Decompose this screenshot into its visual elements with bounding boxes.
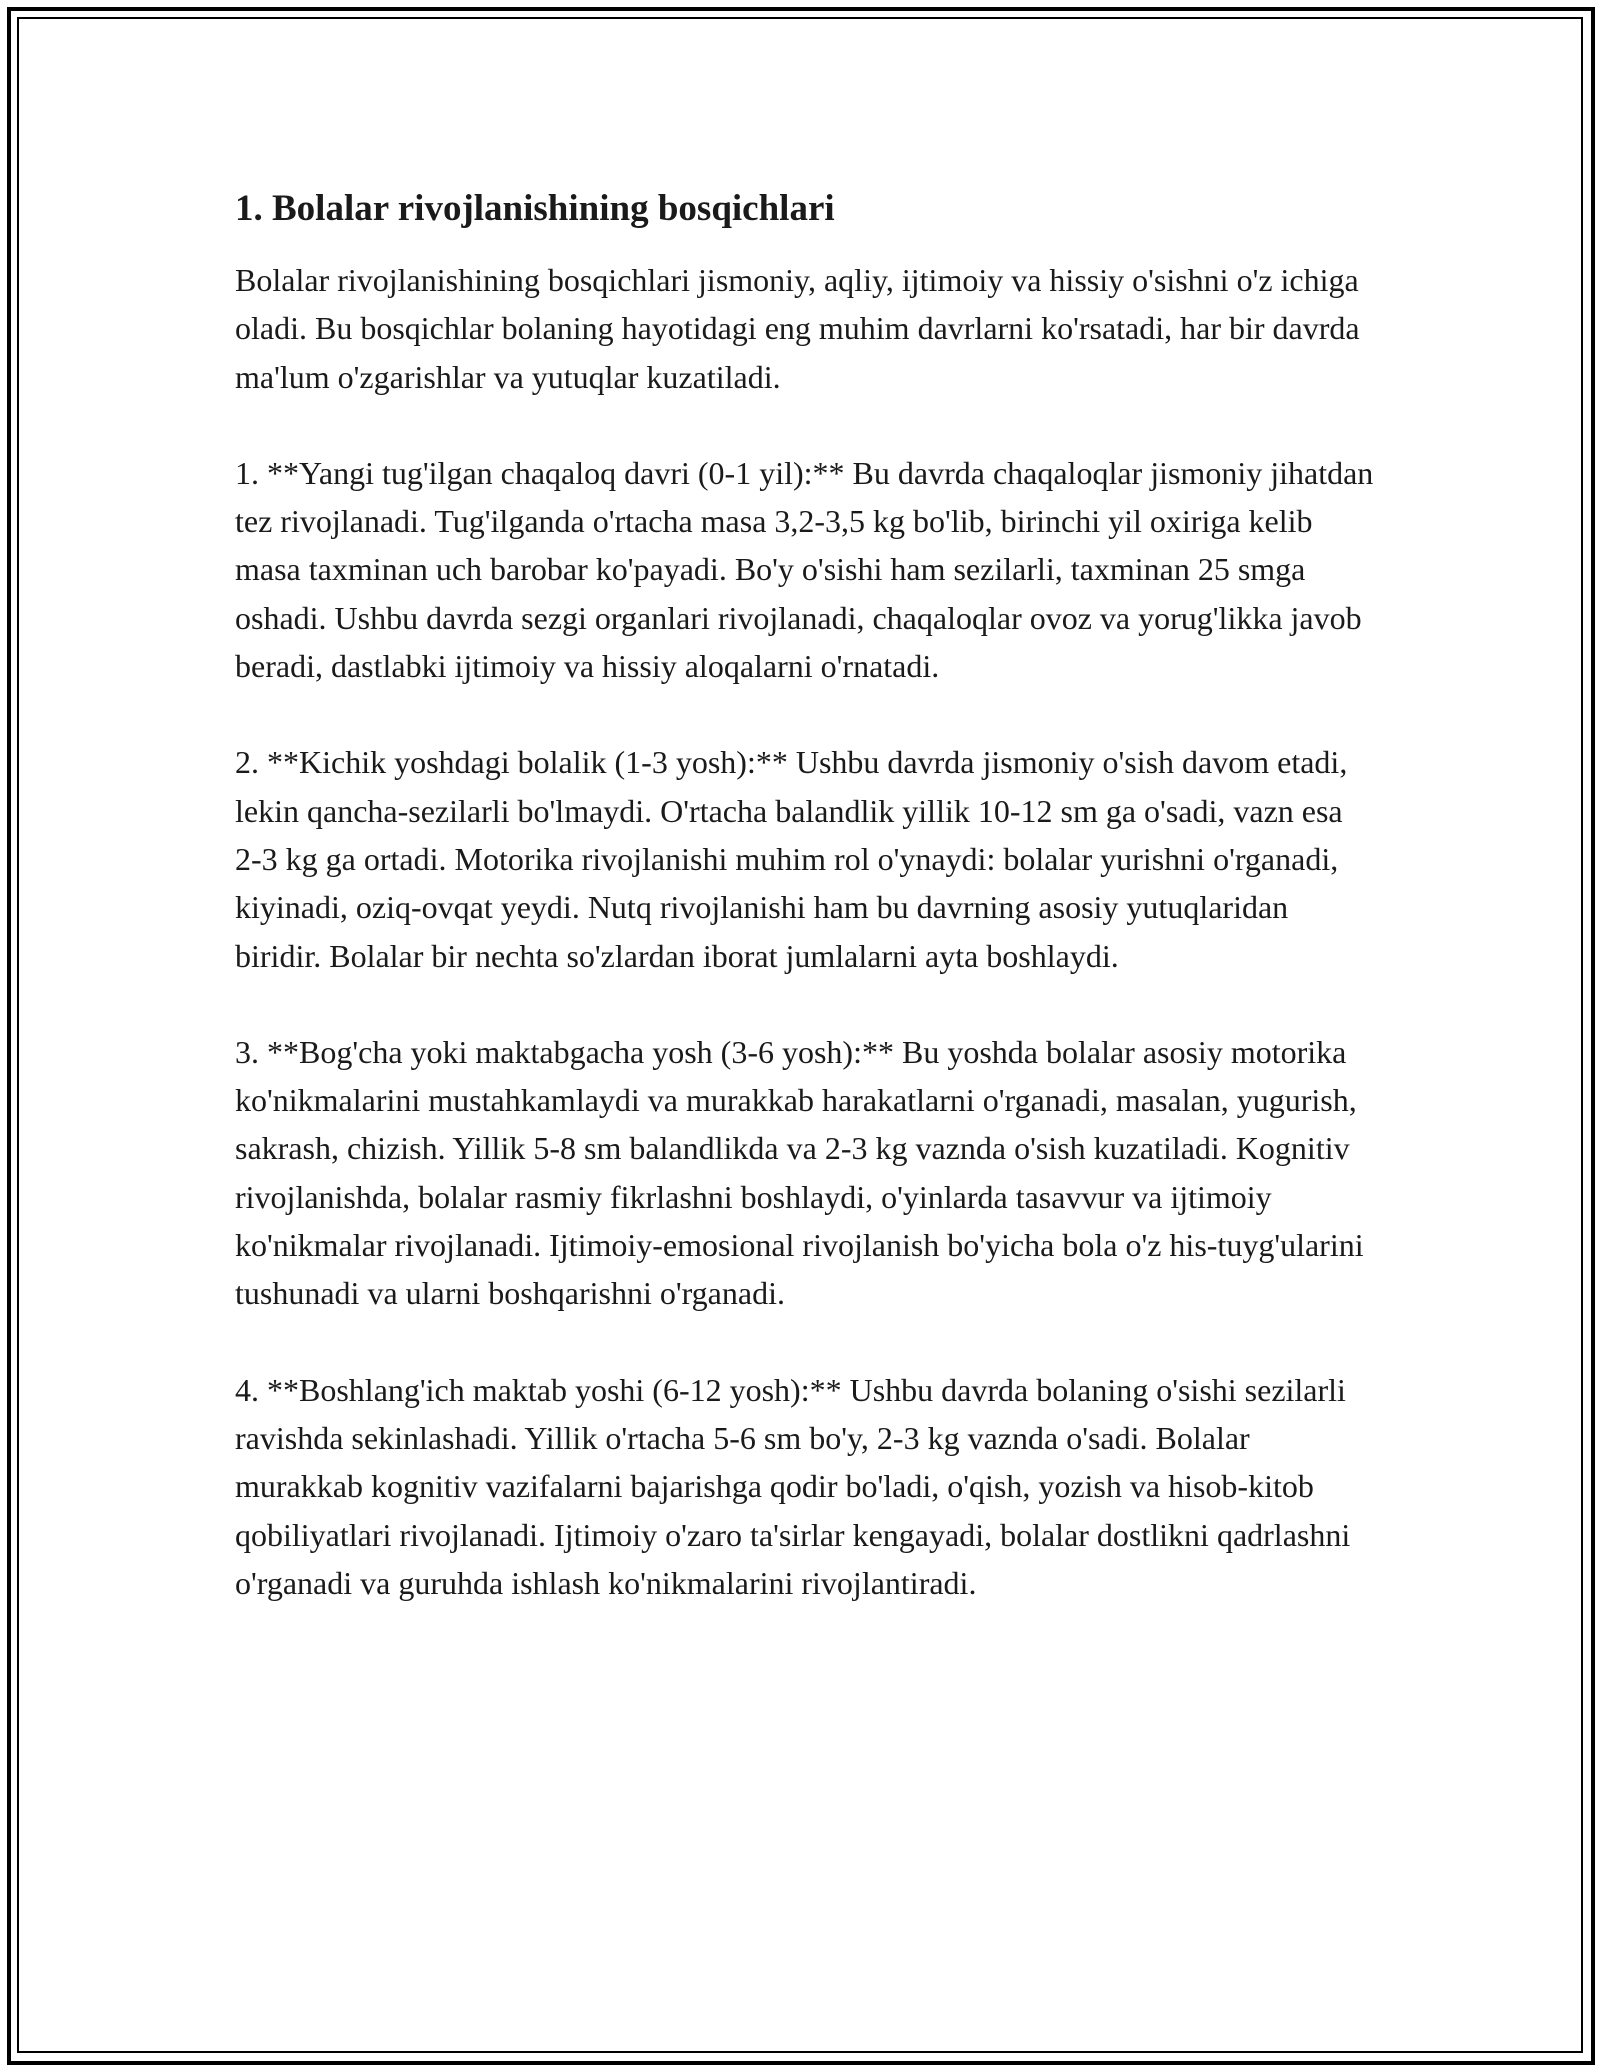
intro-paragraph: Bolalar rivojlanishining bosqichlari jismoniy, aqliy, ijtimoiy va hissiy o'sishni o'z ichiga oladi. Bu bosqichlar bolaning hayotidagi eng muhim davrlarni ko'rsatadi, har bir davrda ma'lum o'zgarishlar va yutuqlar kuzatiladi. <box>235 262 1360 395</box>
stage-paragraph-newborn: 1. **Yangi tug'ilgan chaqaloq davri (0-1 yil):** Bu davrda chaqaloqlar jismoniy jihatdan tez rivojlanadi. Tug'ilganda o'rtacha masa 3,2-3,5 kg bo'lib, birinchi yil oxiriga kelib masa taxminan uch barobar ko'payadi. Bo'y o'sishi ham sezilarli, taxminan 25 smga oshadi. Ushbu davrda sezgi organlari rivojlanadi, chaqaloqlar ovoz va yorug'likka javob beradi, dastlabki ijtimoiy va hissiy aloqalarni o'rnatadi. <box>235 454 1374 685</box>
document-body <box>235 186 1375 1607</box>
stage-paragraph-school: 4. **Boshlang'ich maktab yoshi (6-12 yosh):** Ushbu davrda bolaning o'sishi sezilarli ravishda sekinlashadi. Yillik o'rtacha 5-6 sm bo'y, 2-3 kg vaznda o'sadi. Bolalar murakkab kognitiv vazifalarni bajarishga qodir bo'ladi, o'qish, yozish va hisob-kitob qobiliyatlari rivojlanadi. Ijtimoiy o'zaro ta'sirlar kengayadi, bolalar dostlikni qadrlashni o'rganadi va guruhda ishlash ko'nikmalarini rivojlantiradi. <box>235 1371 1351 1601</box>
stage-paragraph-toddler: 2. **Kichik yoshdagi bolalik (1-3 yosh):** Ushbu davrda jismoniy o'sish davom etadi, lekin qancha-sezilarli bo'lmaydi. O'rtacha balandlik yillik 10-12 sm ga o'sadi, vazn esa 2-3 kg ga ortadi. Motorika rivojlanishi muhim rol o'ynaydi: bolalar yurishni o'rganadi, kiyinadi, oziq-ovqat yeydi. Nutq rivojlanishi ham bu davrning asosiy yutuqlaridan biridir. Bolalar bir nechta so'zlardan iborat jumlalarni ayta boshlaydi. <box>235 744 1348 974</box>
section-heading: 1. Bolalar rivojlanishining bosqichlari <box>235 188 835 229</box>
stage-paragraph-preschool: 3. **Bog'cha yoki maktabgacha yosh (3-6 yosh):** Bu yoshda bolalar asosiy motorika ko'nikmalarini mustahkamlaydi va murakkab harakatlarni o'rganadi, masalan, yugurish, sakrash, chizish. Yillik 5-8 sm balandlikda va 2-3 kg vaznda o'sish kuzatiladi. Kognitiv rivojlanishda, bolalar rasmiy fikrlashni boshlaydi, o'yinlarda tasavvur va ijtimoiy ko'nikmalar rivojlanadi. Ijtimoiy-emosional rivojlanish bo'yicha bola o'z his-tuyg'ularini tushunadi va ularni boshqarishni o'rganadi. <box>235 1033 1364 1312</box>
